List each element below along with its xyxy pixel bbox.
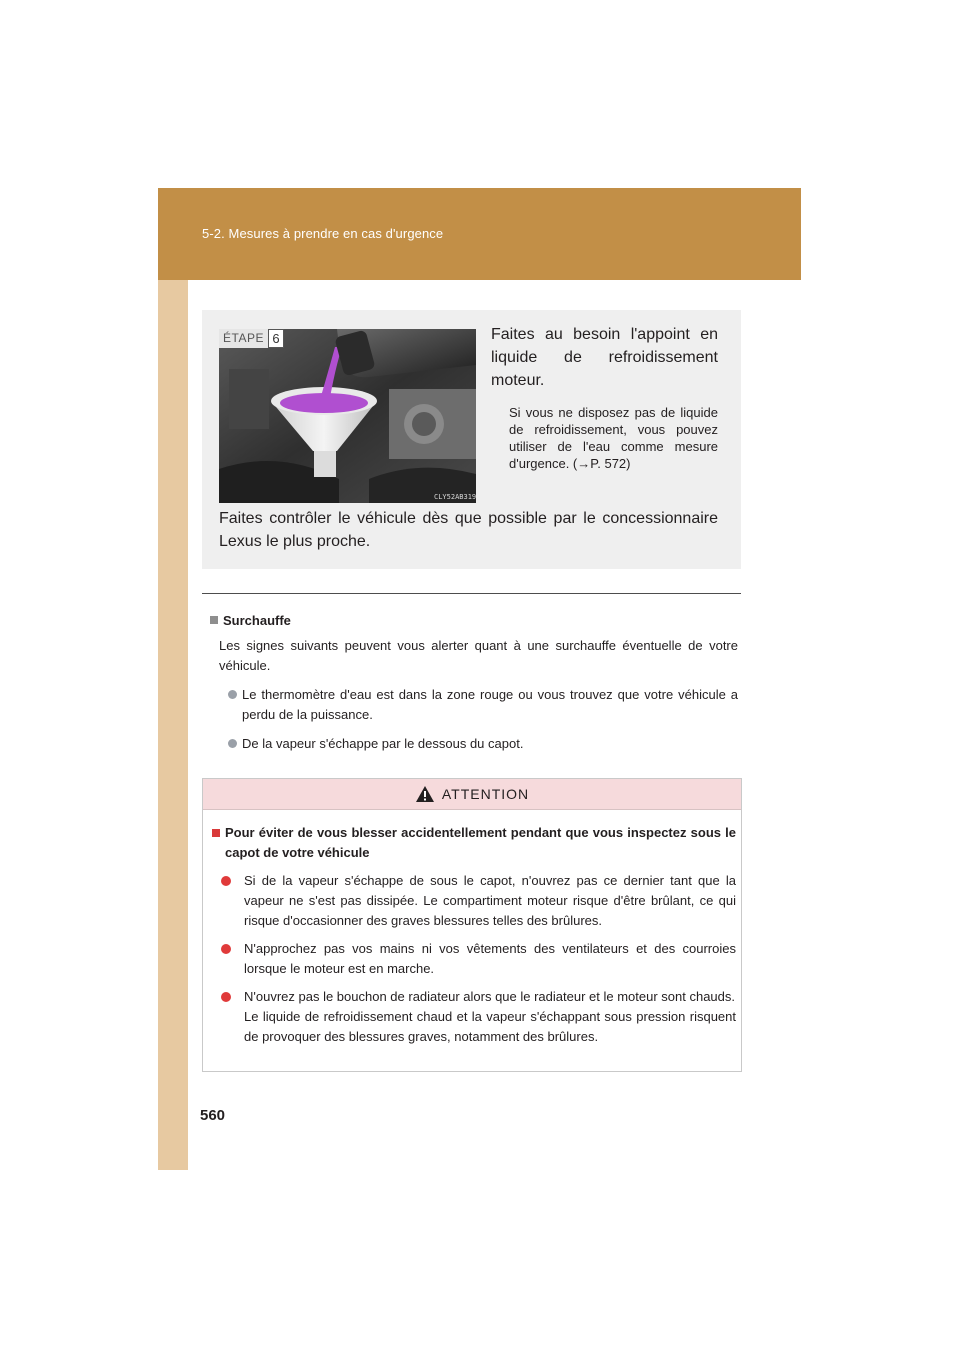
warning-list-item: [221, 987, 736, 1047]
page-side-band: [158, 188, 188, 1170]
warning-triangle-icon: [415, 785, 435, 803]
section-title: 5-2. Mesures à prendre en cas d'urgence: [202, 226, 444, 241]
warning-item-text: Le liquide de refroidissement chaud et la vapeur s'échappant sous pression risquent de provoquer des blessures graves, notamment des brûlures.: [244, 1009, 736, 1044]
page-number: 560: [200, 1107, 226, 1124]
warning-title: [212, 823, 736, 863]
step-badge-number: 6: [268, 329, 284, 348]
warning-header: [203, 779, 741, 810]
red-round-bullet-icon: [221, 876, 231, 886]
step-badge-label: ÉTAPE: [219, 329, 268, 348]
warning-title-text: Pour éviter de vous blesser accidentellement pendant que vous inspectez sous le capot de votre véhicule: [225, 825, 736, 860]
step-instruction: Faites au besoin l'appoint en liquide de refroidissement moteur.: [491, 326, 718, 389]
round-bullet-icon: [228, 739, 237, 748]
step-footer-text: Faites contrôler le véhicule dès que possible par le concessionnaire Lexus le plus proche.: [219, 510, 718, 550]
info-title-text: Surchauffe: [223, 613, 291, 628]
warning-heading: ATTENTION: [441, 786, 530, 802]
step-badge: [219, 329, 284, 348]
info-section: [210, 612, 738, 754]
warning-list-item: [221, 939, 736, 979]
warning-body: [212, 823, 736, 1047]
round-bullet-icon: [228, 690, 237, 699]
red-round-bullet-icon: [221, 944, 231, 954]
warning-item-text: N'approchez pas vos mains ni vos vêtements des ventilateurs et des courroies lorsque le moteur est en marche.: [244, 941, 736, 976]
warning-item-text: N'ouvrez pas le bouchon de radiateur alors que le radiateur et le moteur sont chauds.: [244, 989, 735, 1004]
info-list-item-text: Le thermomètre d'eau est dans la zone rouge ou vous trouvez que votre véhicule a perdu de la puissance.: [242, 687, 738, 722]
coolant-refill-photo: [219, 329, 476, 503]
info-title: [210, 612, 738, 630]
info-list-item-text: De la vapeur s'échappe par le dessous du capot.: [242, 736, 524, 751]
info-list-item: [219, 685, 738, 725]
divider: [202, 593, 741, 594]
info-list-item: [219, 734, 738, 754]
step-note: Si vous ne disposez pas de liquide de refroidissement, vous pouvez utiliser de l'eau comme mesure d'urgence. (→P. 572): [509, 405, 718, 471]
red-round-bullet-icon: [221, 992, 231, 1002]
square-bullet-icon: [210, 616, 218, 624]
red-square-bullet-icon: [212, 829, 220, 837]
photo-code: CLY52AB319: [434, 493, 477, 501]
warning-list-item: [221, 871, 736, 931]
warning-item-text: Si de la vapeur s'échappe de sous le capot, n'ouvrez pas ce dernier tant que la vapeur ne s'est pas dissipée. Le compartiment moteur risque d'être brûlant, ce qui risque d'occasionner des graves blessures telles des brûlures.: [244, 873, 736, 928]
info-intro: Les signes suivants peuvent vous alerter quant à une surchauffe éventuelle de votre véhicule.: [219, 638, 738, 673]
warning-box: [202, 778, 742, 1072]
